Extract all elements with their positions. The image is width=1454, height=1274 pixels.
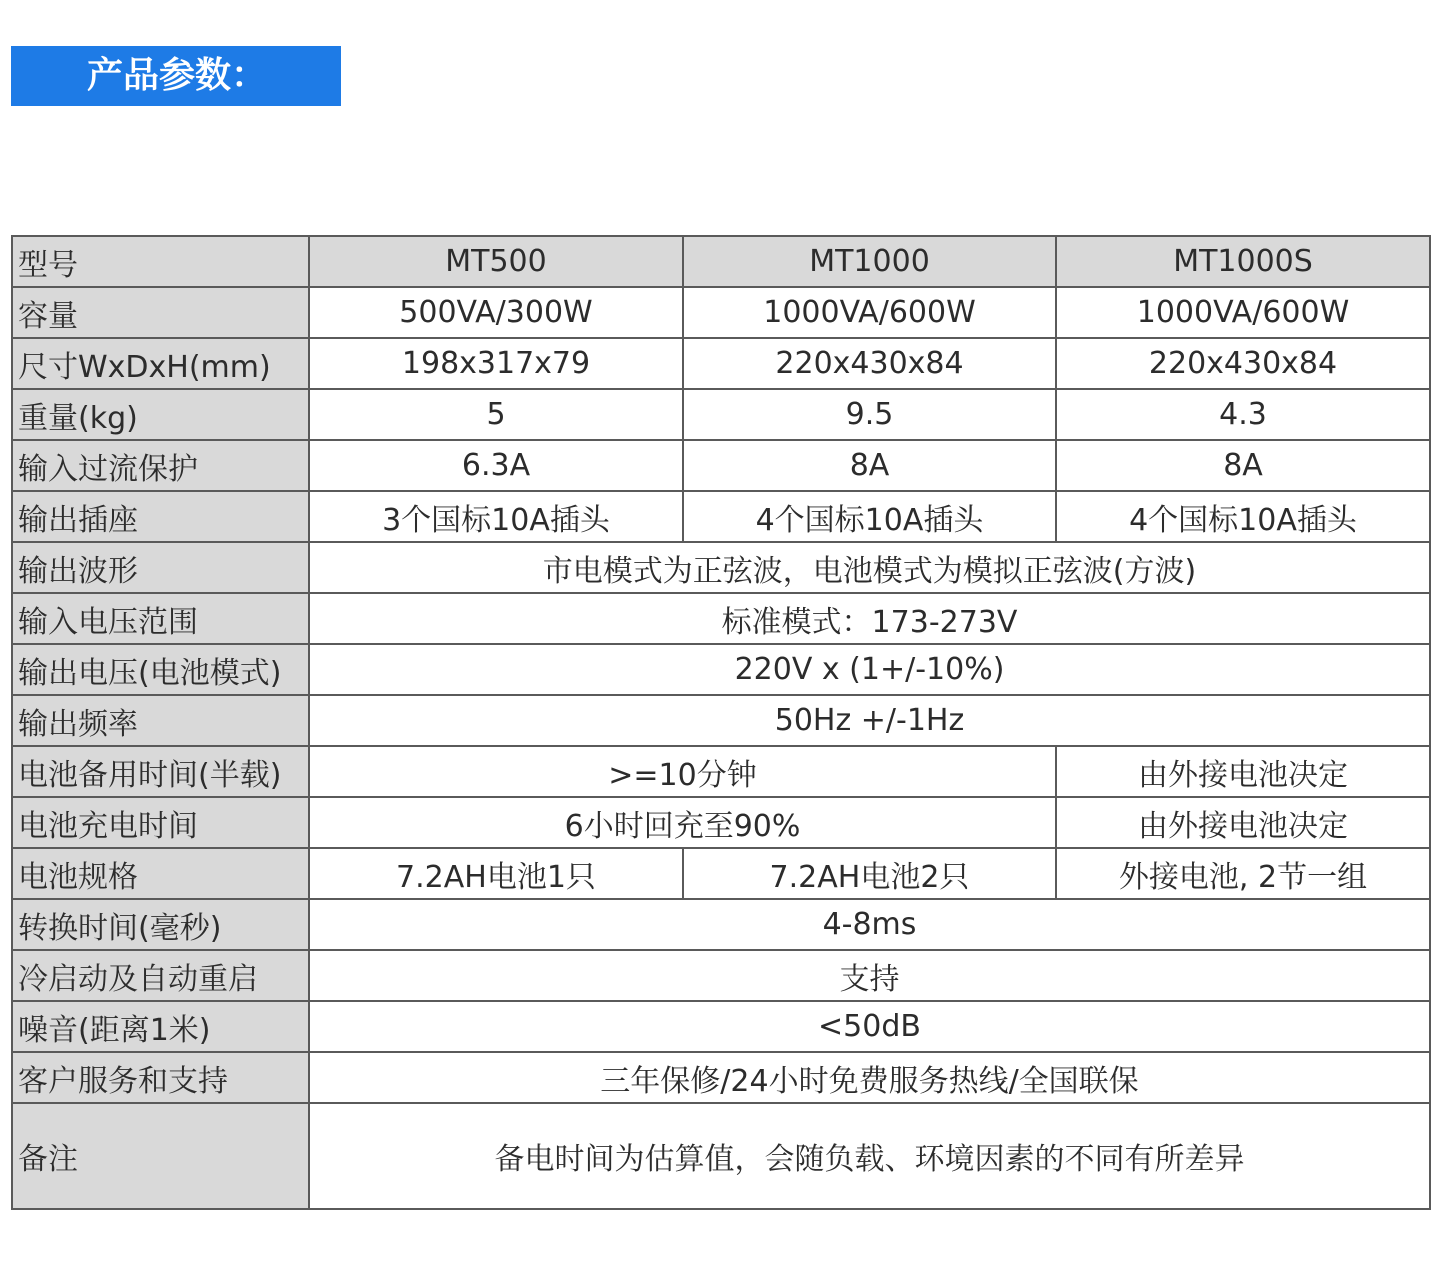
table-cell: 220x430x84 [683, 338, 1056, 389]
table-cell: 4.3 [1056, 389, 1430, 440]
row-label: 冷启动及自动重启 [12, 950, 309, 1001]
table-row [12, 848, 1430, 899]
table-cell-merged: <50dB [309, 1001, 1430, 1052]
table-cell: 4个国标10A插头 [683, 491, 1056, 542]
table-row [12, 797, 1430, 848]
row-label: 输出插座 [12, 491, 309, 542]
model-name: MT1000 [683, 236, 1056, 287]
row-label: 输入过流保护 [12, 440, 309, 491]
table-cell-merged: 备电时间为估算值，会随负载、环境因素的不同有所差异 [309, 1103, 1430, 1209]
model-name: MT1000S [1056, 236, 1430, 287]
table-cell: 4个国标10A插头 [1056, 491, 1430, 542]
row-label: 电池备用时间(半载) [12, 746, 309, 797]
table-row [12, 491, 1430, 542]
table-cell: 1000VA/600W [683, 287, 1056, 338]
row-label: 输出电压(电池模式) [12, 644, 309, 695]
row-label: 转换时间(毫秒) [12, 899, 309, 950]
table-cell: 8A [683, 440, 1056, 491]
table-cell-merged: >=10分钟 [309, 746, 1056, 797]
header-label: 型号 [12, 236, 309, 287]
table-cell: 198x317x79 [309, 338, 683, 389]
row-label: 客户服务和支持 [12, 1052, 309, 1103]
table-row [12, 899, 1430, 950]
table-cell-merged: 220V x (1+/-10%) [309, 644, 1430, 695]
table-row [12, 338, 1430, 389]
table-cell: 7.2AH电池2只 [683, 848, 1056, 899]
row-label: 尺寸WxDxH(mm) [12, 338, 309, 389]
table-cell-merged: 市电模式为正弦波，电池模式为模拟正弦波(方波) [309, 542, 1430, 593]
table-cell: 由外接电池决定 [1056, 746, 1430, 797]
table-row [12, 950, 1430, 1001]
table-row [12, 440, 1430, 491]
model-name: MT500 [309, 236, 683, 287]
table-cell: 1000VA/600W [1056, 287, 1430, 338]
table-row [12, 593, 1430, 644]
table-row-remark [12, 1103, 1430, 1209]
table-cell-merged: 标准模式：173-273V [309, 593, 1430, 644]
table-row [12, 287, 1430, 338]
section-title: 产品参数： [11, 46, 341, 106]
table-row [12, 389, 1430, 440]
row-label: 电池充电时间 [12, 797, 309, 848]
row-label: 输入电压范围 [12, 593, 309, 644]
table-row [12, 695, 1430, 746]
table-header-row [12, 236, 1430, 287]
row-label: 备注 [12, 1103, 309, 1209]
table-row [12, 1052, 1430, 1103]
row-label: 输出频率 [12, 695, 309, 746]
row-label: 噪音(距离1米) [12, 1001, 309, 1052]
row-label: 重量(kg) [12, 389, 309, 440]
table-cell-merged: 50Hz +/-1Hz [309, 695, 1430, 746]
table-cell-merged: 支持 [309, 950, 1430, 1001]
product-params-table [11, 235, 1431, 1210]
table-cell: 外接电池, 2节一组 [1056, 848, 1430, 899]
table-row [12, 644, 1430, 695]
table-cell: 220x430x84 [1056, 338, 1430, 389]
row-label: 电池规格 [12, 848, 309, 899]
table-cell: 3个国标10A插头 [309, 491, 683, 542]
table-cell: 500VA/300W [309, 287, 683, 338]
table-cell-merged: 6小时回充至90% [309, 797, 1056, 848]
table-cell: 由外接电池决定 [1056, 797, 1430, 848]
row-label: 输出波形 [12, 542, 309, 593]
table-row [12, 1001, 1430, 1052]
table-row [12, 746, 1430, 797]
table-cell: 6.3A [309, 440, 683, 491]
table-cell: 8A [1056, 440, 1430, 491]
table-cell: 5 [309, 389, 683, 440]
row-label: 容量 [12, 287, 309, 338]
table-cell: 7.2AH电池1只 [309, 848, 683, 899]
table-cell: 9.5 [683, 389, 1056, 440]
table-cell-merged: 4-8ms [309, 899, 1430, 950]
table-row [12, 542, 1430, 593]
table-cell-merged: 三年保修/24小时免费服务热线/全国联保 [309, 1052, 1430, 1103]
